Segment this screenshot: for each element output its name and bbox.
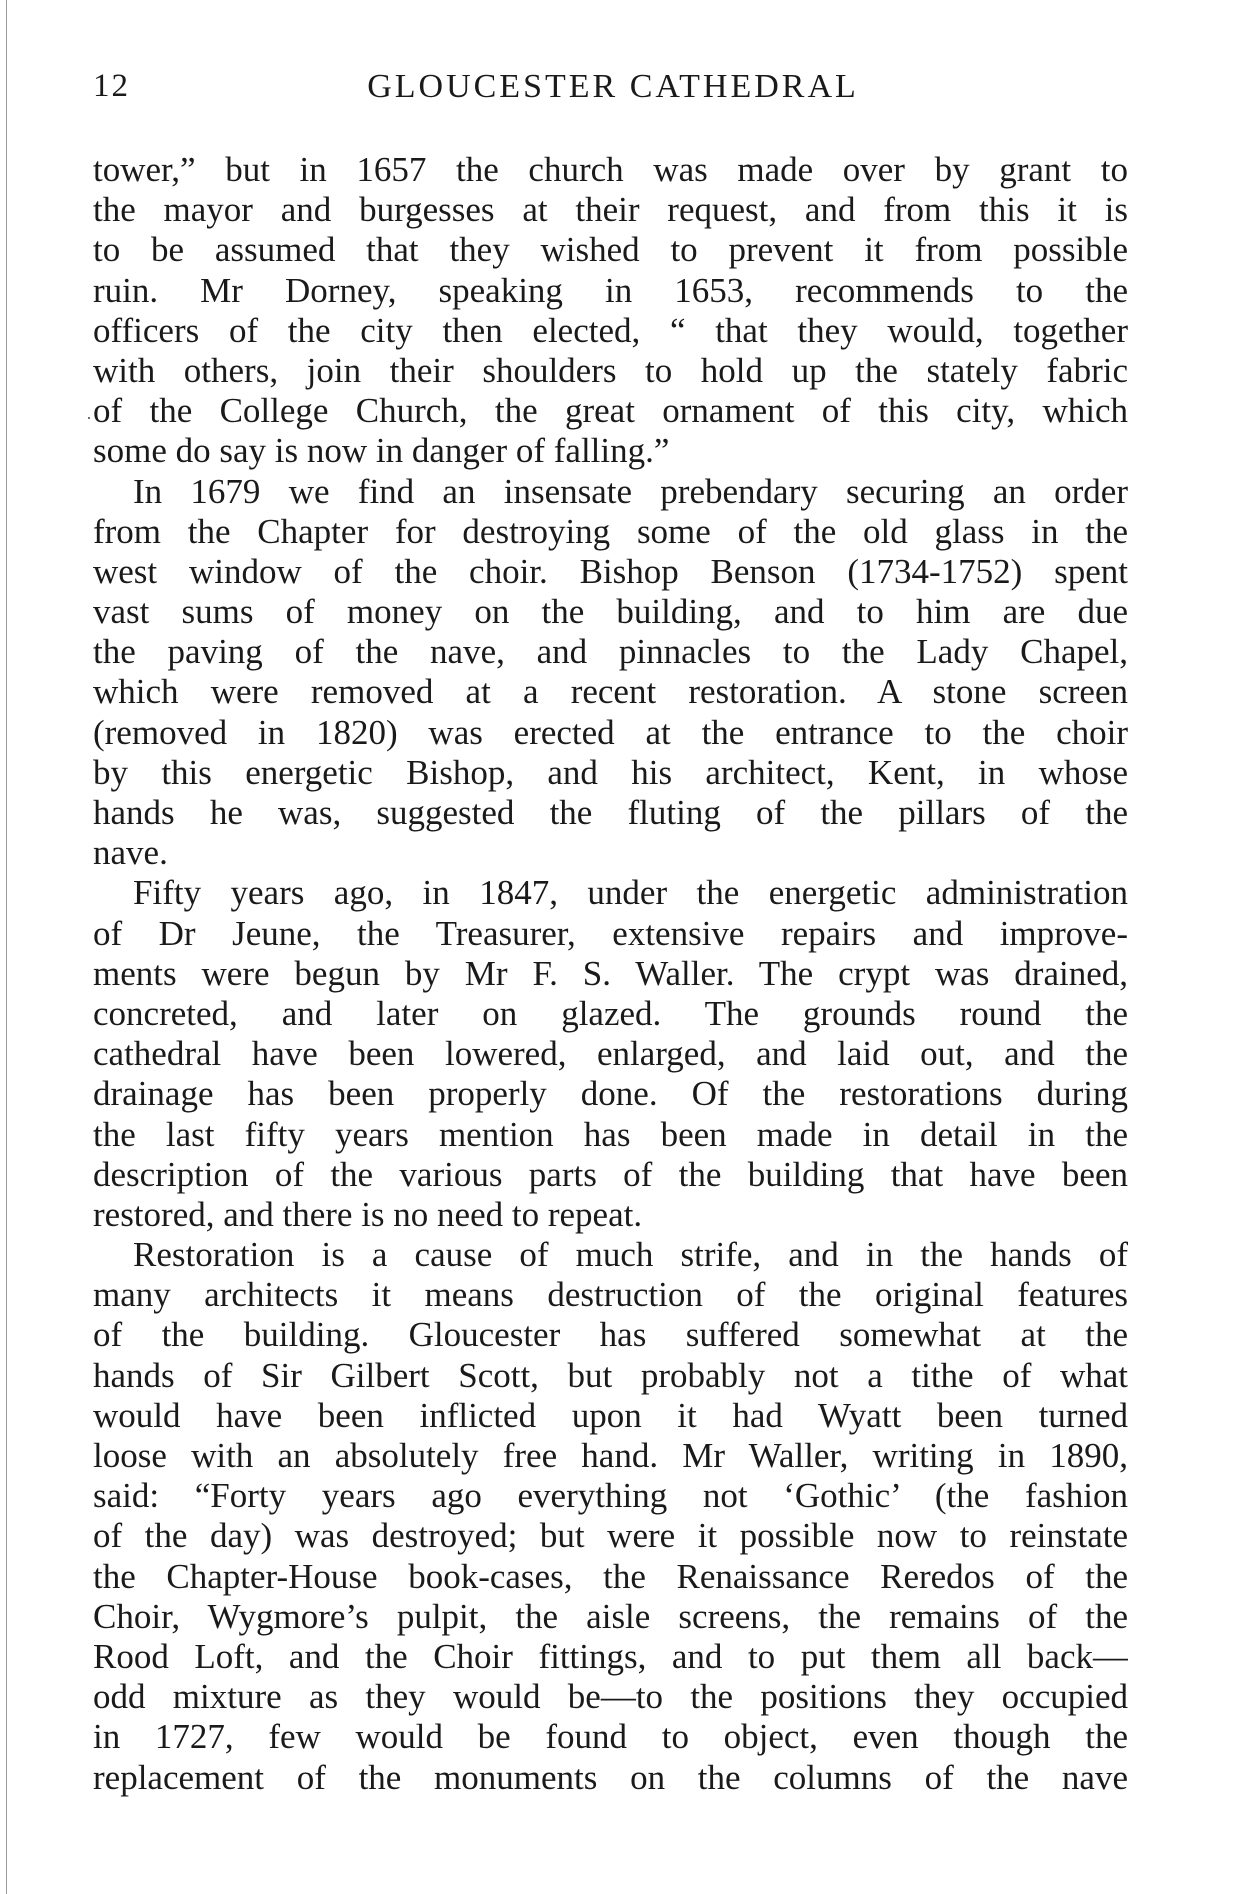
page-header — [93, 68, 1133, 118]
margin-speck: · — [86, 408, 92, 428]
text-line: description of the various parts of the building that have been — [93, 1154, 1128, 1194]
page-number: 12 — [93, 68, 130, 104]
text-line: officers of the city then elected, “ that they would, together — [93, 310, 1128, 350]
text-line: of the College Church, the great ornament of this city, which — [93, 391, 1128, 431]
text-line: of the day) was destroyed; but were it possible now to reinstate — [93, 1516, 1128, 1556]
page-gutter-edge — [6, 0, 7, 1894]
text-line: of Dr Jeune, the Treasurer, extensive repairs and improve- — [93, 913, 1128, 953]
text-line: from the Chapter for destroying some of the old glass in the — [93, 511, 1128, 551]
text-line: in 1727, few would be found to object, even though the — [93, 1717, 1128, 1757]
text-line: the last fifty years mention has been made in detail in the — [93, 1114, 1128, 1154]
text-line: west window of the choir. Bishop Benson (1734-1752) spent — [93, 551, 1128, 591]
text-line: Restoration is a cause of much strife, and in the hands of — [133, 1235, 1128, 1275]
text-line: ruin. Mr Dorney, speaking in 1653, recommends to the — [93, 270, 1128, 310]
body-text — [93, 150, 1128, 1798]
text-line: odd mixture as they would be—to the positions they occupied — [93, 1677, 1128, 1717]
text-line: with others, join their shoulders to hold up the stately fabric — [93, 350, 1128, 390]
text-line: replacement of the monuments on the columns of the nave — [93, 1757, 1128, 1797]
text-line: the mayor and burgesses at their request, and from this it is — [93, 190, 1128, 230]
text-line: the paving of the nave, and pinnacles to the Lady Chapel, — [93, 632, 1128, 672]
text-line: nave. — [93, 833, 168, 873]
text-line: Fifty years ago, in 1847, under the energetic administration — [133, 873, 1128, 913]
text-line: tower,” but in 1657 the church was made over by grant to — [93, 150, 1128, 189]
text-line: Rood Loft, and the Choir fittings, and to put them all back— — [93, 1636, 1128, 1676]
text-line: said: “Forty years ago everything not ‘Gothic’ (the fashion — [93, 1476, 1128, 1516]
text-line: vast sums of money on the building, and to him are due — [93, 592, 1128, 632]
text-line: drainage has been properly done. Of the restorations during — [93, 1074, 1128, 1114]
text-line: of the building. Gloucester has suffered somewhat at the — [93, 1315, 1128, 1355]
text-line: the Chapter-House book-cases, the Renaissance Reredos of the — [93, 1556, 1128, 1596]
text-line: by this energetic Bishop, and his architect, Kent, in whose — [93, 752, 1128, 792]
text-line: some do say is now in danger of falling.” — [93, 431, 670, 471]
text-line: loose with an absolutely free hand. Mr Waller, writing in 1890, — [93, 1436, 1128, 1475]
text-line: (removed in 1820) was erected at the entrance to the choir — [93, 712, 1128, 752]
text-line: ments were begun by Mr F. S. Waller. The crypt was drained, — [93, 953, 1128, 993]
text-line: Choir, Wygmore’s pulpit, the aisle screens, the remains of the — [93, 1596, 1128, 1636]
text-line: which were removed at a recent restoration. A stone screen — [93, 672, 1128, 712]
text-line: would have been inflicted upon it had Wyatt been turned — [93, 1395, 1128, 1435]
text-line: cathedral have been lowered, enlarged, and laid out, and the — [93, 1034, 1128, 1074]
text-line: to be assumed that they wished to prevent it from possible — [93, 230, 1128, 270]
text-line: hands of Sir Gilbert Scott, but probably not a tithe of what — [93, 1355, 1128, 1395]
text-line: restored, and there is no need to repeat. — [93, 1194, 643, 1234]
running-title: GLOUCESTER CATHEDRAL — [367, 68, 859, 105]
text-line: In 1679 we find an insensate prebendary securing an order — [133, 471, 1128, 511]
text-line: concreted, and later on glazed. The grounds round the — [93, 993, 1128, 1033]
text-line: hands he was, suggested the fluting of the pillars of the — [93, 793, 1128, 832]
text-line: many architects it means destruction of the original features — [93, 1275, 1128, 1315]
